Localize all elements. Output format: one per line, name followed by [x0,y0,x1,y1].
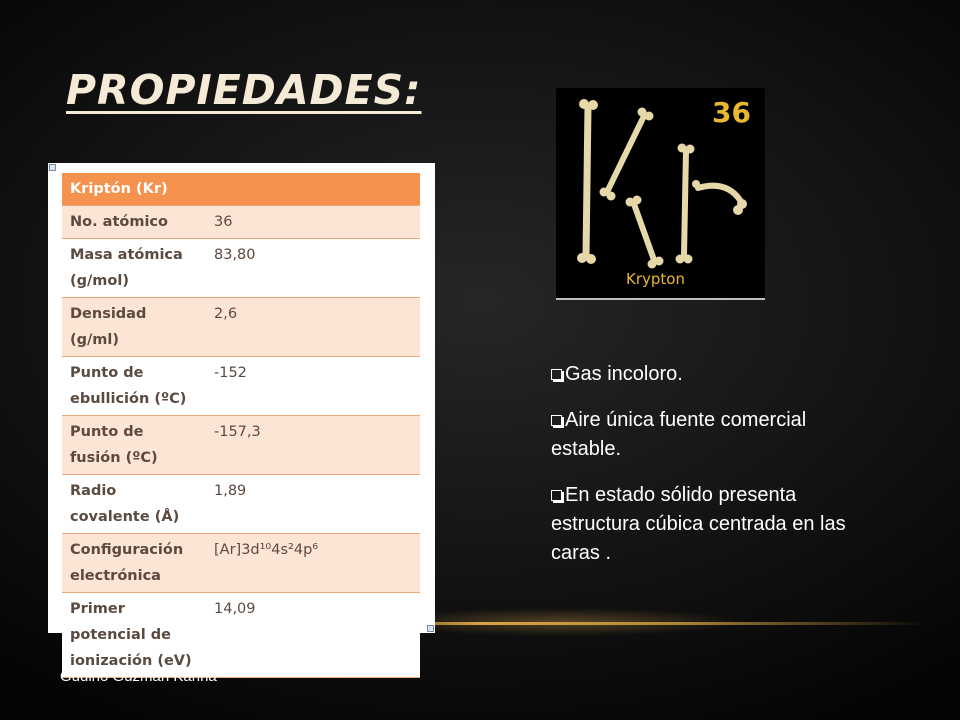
image-underline [556,298,765,300]
bullet-text: Aire única fuente comercial estable. [551,409,807,460]
table-row [62,593,420,678]
resize-handle-icon [49,164,56,171]
list-item [551,481,881,568]
property-value: 2,6 [206,298,420,357]
property-value: -157,3 [206,416,420,475]
resize-handle-icon [427,625,434,632]
checkbox-bullet-icon [551,369,562,380]
checkbox-bullet-icon [551,490,562,501]
table-row [62,416,420,475]
element-name: Krypton [626,270,685,288]
property-value: [Ar]3d¹⁰4s²4p⁶ [206,534,420,593]
property-name: Radio covalente (Å) [62,475,206,534]
atomic-number: 36 [712,96,751,129]
table-header: Kriptón (Kr) [62,173,420,206]
property-name: Masa atómica (g/mol) [62,239,206,298]
property-name: Densidad (g/ml) [62,298,206,357]
table-row [62,239,420,298]
property-name: Configuración electrónica [62,534,206,593]
decorative-glow [380,600,900,640]
properties-table-image [48,163,435,669]
page-title: PROPIEDADES: [66,66,422,114]
property-value: 14,09 [206,593,420,678]
table-row [62,298,420,357]
table-row [62,357,420,416]
property-value: 83,80 [206,239,420,298]
table-row [62,475,420,534]
bullet-text: En estado sólido presenta estructura cúbica centrada en las caras . [551,484,846,564]
table-row [62,206,420,239]
properties-table [62,173,420,678]
list-item [551,406,881,464]
property-value: -152 [206,357,420,416]
table-header-row [62,173,420,206]
checkbox-bullet-icon [551,415,562,426]
property-value: 36 [206,206,420,239]
footer-author: Gudiño Guzmán Karina [60,668,217,685]
krypton-element-image [556,88,765,300]
bullet-text: Gas incoloro. [565,363,683,385]
property-name: Punto de fusión (ºC) [62,416,206,475]
property-name: Primer potencial de ionización (eV) [62,593,206,678]
property-value: 1,89 [206,475,420,534]
bullet-list [551,360,881,585]
property-name: Punto de ebullición (ºC) [62,357,206,416]
table-row [62,534,420,593]
list-item [551,360,881,389]
property-name: No. atómico [62,206,206,239]
